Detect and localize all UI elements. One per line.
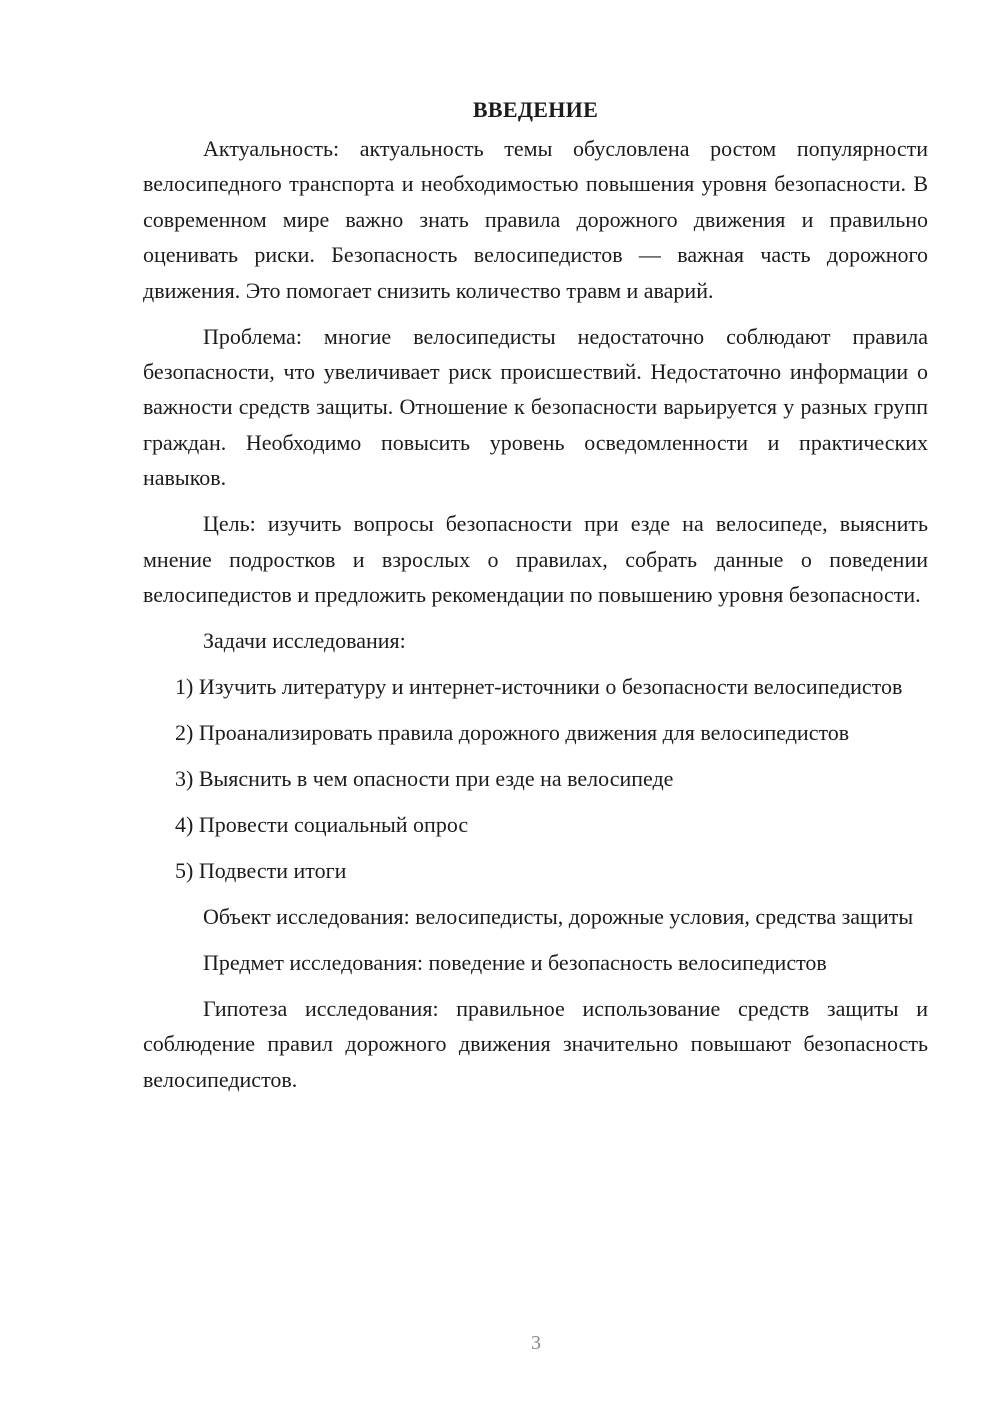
section-title: ВВЕДЕНИЕ <box>472 97 599 122</box>
task-item: 3) Выяснить в чем опасности при езде на велосипеде <box>175 766 674 792</box>
object-paragraph: Объект исследования: велосипедисты, дорожные условия, средства защиты <box>203 904 914 930</box>
hypothesis-paragraph: Гипотеза исследования: правильное использование средств защиты и соблюдение правил дорожного движения значительно повышают безопасность велосипедистов. <box>143 996 928 1092</box>
document-page <box>143 92 928 1108</box>
task-item: 1) Изучить литературу и интернет-источники о безопасности велосипедистов <box>175 674 903 700</box>
task-item: 5) Подвести итоги <box>175 858 347 884</box>
relevance-paragraph: Актуальность: актуальность темы обусловлена ростом популярности велосипедного транспорта и необходимостью повышения уровня безопасности. В современном мире важно знать правила дорожного движения и правильно оценивать риски. Безопасность велосипедистов — важная часть дорожного движения. Это помогает снизить количество травм и аварий. <box>143 136 928 303</box>
problem-paragraph: Проблема: многие велосипедисты недостаточно соблюдают правила безопасности, что увеличивает риск происшествий. Недостаточно информации о важности средств защиты. Отношение к безопасности варьируется у разных групп граждан. Необходимо повысить уровень осведомленности и практических навыков. <box>143 323 928 491</box>
task-item: 2) Проанализировать правила дорожного движения для велосипедистов <box>175 720 850 746</box>
subject-paragraph: Предмет исследования: поведение и безопасность велосипедистов <box>203 950 827 976</box>
page-number: 3 <box>531 1332 541 1354</box>
tasks-heading: Задачи исследования: <box>203 628 406 654</box>
goal-paragraph: Цель: изучить вопросы безопасности при езде на велосипеде, выяснить мнение подростков и взрослых о правилах, собрать данные о поведении велосипедистов и предложить рекомендации по повышению уровня безопасности. <box>143 511 928 608</box>
task-item: 4) Провести социальный опрос <box>175 812 469 838</box>
